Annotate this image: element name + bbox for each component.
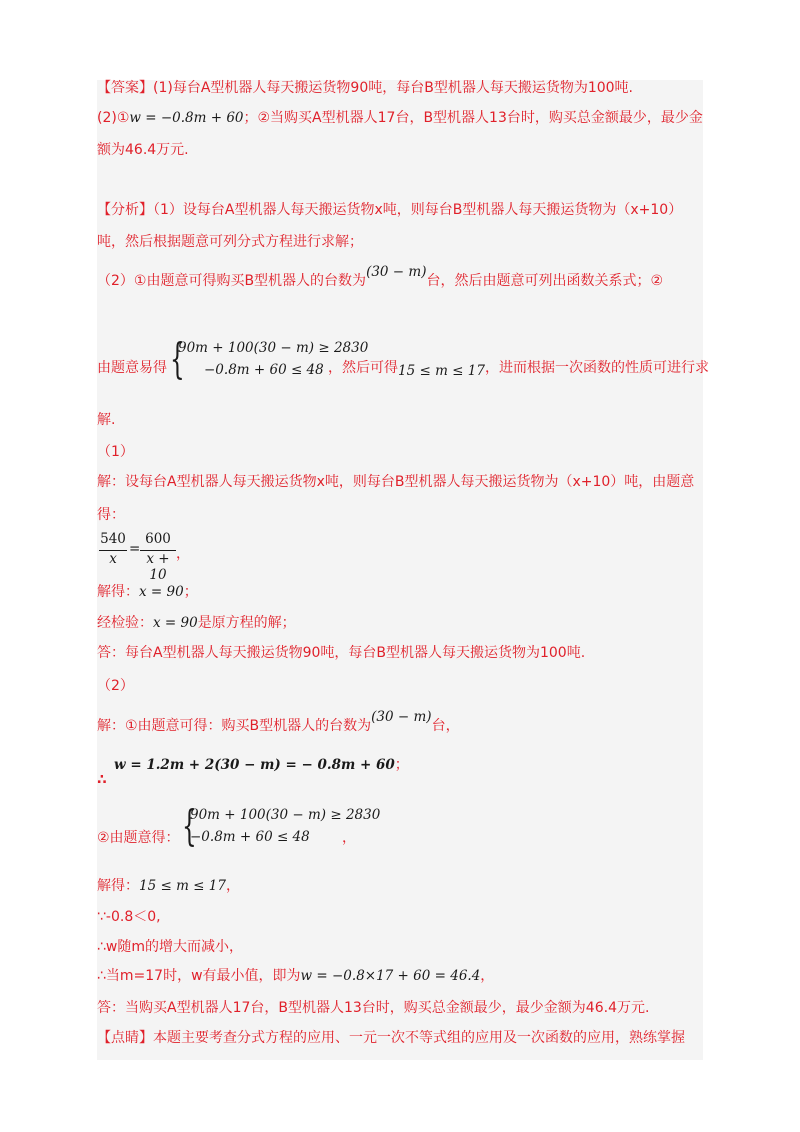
analysis-line-1: 【分析】（1）设每台A型机器人每天搬运货物x吨，则每台B型机器人每天搬运货物为（x+10） xyxy=(97,202,683,218)
answer-label: 【答案】 xyxy=(97,80,153,96)
part2-answer: 答：当购买A型机器人17台，B型机器人13台时，购买总金额最少，最少金额为46.4万元. xyxy=(97,1000,650,1016)
analysis-line-2: 吨，然后根据题意可列分式方程进行求解； xyxy=(97,234,363,250)
analysis-label: 【分析】 xyxy=(97,202,153,218)
w-formula: w = 1.2m + 2(30 − m) = − 0.8m + 60； xyxy=(114,757,409,773)
part1-answer: 答：每台A型机器人每天搬运货物90吨，每台B型机器人每天搬运货物为100吨. xyxy=(97,645,586,661)
answer-line-3: 额为46.4万元. xyxy=(97,142,189,158)
part2-solve: 解得：15 ≤ m ≤ 17， xyxy=(97,878,240,894)
part2-line-3: ②由题意得： xyxy=(97,830,180,846)
part1-line-1: 解：设每台A型机器人每天搬运货物x吨，则每台B型机器人每天搬运货物为（x+10）吨，由题意 xyxy=(97,474,695,490)
part2-line-1: 解：①由题意可得：购买B型机器人的台数为(30 − m)台， xyxy=(97,709,460,734)
therefore-symbol: ∴ xyxy=(97,772,107,788)
analysis-line-4: 由题意易得 xyxy=(97,360,167,376)
part1-solve: 解得：x = 90； xyxy=(97,584,198,600)
brace-icon: { xyxy=(170,334,185,383)
review-label: 【点睛】 xyxy=(97,1030,153,1046)
analysis-inequality-system: { 90m + 100(30 − m) ≥ 2830 −0.8m + 60 ≤ 48 xyxy=(170,334,369,383)
part1-label: （1） xyxy=(97,444,134,460)
analysis-line-3: （2）①由题意可得购买B型机器人的台数为(30 − m)台，然后由题意可列出函数关系式；② xyxy=(97,264,664,289)
part2-inequality-system: { 90m + 100(30 − m) ≥ 2830 −0.8m + 60 ≤ 48 xyxy=(182,801,381,850)
fraction-540-over-x: 540 x xyxy=(100,531,126,567)
because-line: ∵-0.8＜0, xyxy=(97,909,161,925)
content-panel xyxy=(97,80,703,1060)
answer-line-2: (2)①w = −0.8m + 60；②当购买A型机器人17台，B型机器人13台时，购买总金额最少，最少金 xyxy=(97,110,703,126)
decrease-line: ∴w随m的增大而减小， xyxy=(97,939,243,955)
answer-line-1: 【答案】(1)每台A型机器人每天搬运货物90吨，每台B型机器人每天搬运货物为100吨. xyxy=(97,80,633,96)
equals-sign: = xyxy=(129,541,141,557)
part1-check: 经检验：x = 90是原方程的解； xyxy=(97,615,296,631)
analysis-line-4-tail: ，然后可得15 ≤ m ≤ 17，进而根据一次函数的性质可进行求 xyxy=(328,360,709,379)
analysis-line-5: 解. xyxy=(97,412,116,428)
minimum-line: ∴当m=17时，w有最小值，即为w = −0.8×17 + 60 = 46.4， xyxy=(97,968,495,984)
part1-line-2: 得： xyxy=(97,507,125,523)
answer-formula: w = −0.8m + 60 xyxy=(129,110,244,126)
brace-icon: { xyxy=(182,801,197,850)
fraction-600-over-x-plus-10: 600 x + 10 xyxy=(140,531,176,571)
review-line: 【点睛】本题主要考查分式方程的应用、一元一次不等式组的应用及一次函数的应用，熟练掌握 xyxy=(97,1030,685,1046)
part2-label: （2） xyxy=(97,678,134,694)
